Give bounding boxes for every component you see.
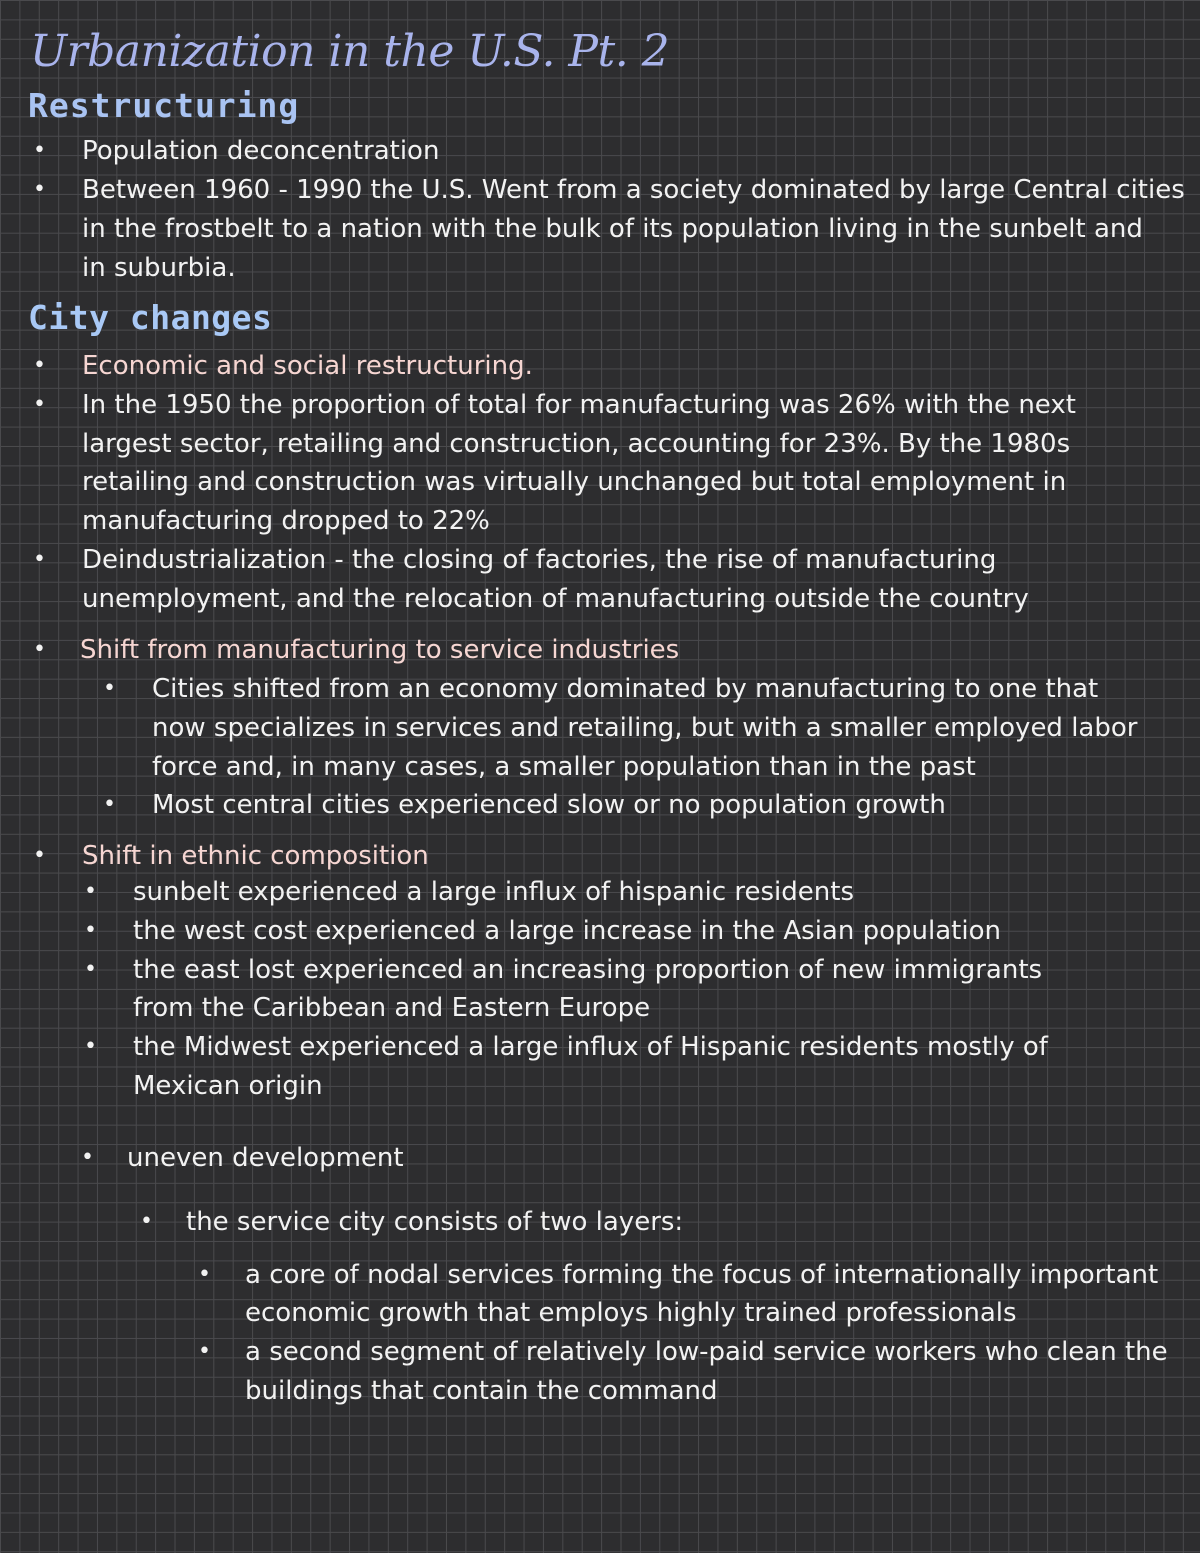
bullet-point: • bbox=[33, 637, 46, 662]
list-item-line: a core of nodal services forming the focus of internationally important bbox=[245, 1260, 1159, 1290]
list-item-line: manufacturing dropped to 22% bbox=[82, 506, 490, 536]
list-item-line: In the 1950 the proportion of total for manufacturing was 26% with the next bbox=[82, 390, 1076, 420]
subsection-label: Shift in ethnic composition bbox=[82, 841, 429, 871]
list-item-line: the Midwest experienced a large influx of Hispanic residents mostly of bbox=[133, 1032, 1048, 1062]
bullet-point: • bbox=[84, 957, 97, 982]
section-heading-city-changes: City changes bbox=[28, 298, 273, 337]
bullet-point: • bbox=[33, 392, 46, 417]
bullet-point: • bbox=[33, 177, 46, 202]
list-item-line: Between 1960 - 1990 the U.S. Went from a society dominated by large Central cities bbox=[82, 175, 1185, 205]
list-item-line: force and, in many cases, a smaller population than in the past bbox=[152, 752, 976, 782]
list-item-line: Cities shifted from an economy dominated by manufacturing to one that bbox=[152, 674, 1099, 704]
page-title: Urbanization in the U.S. Pt. 2 bbox=[30, 26, 670, 77]
bullet-point: • bbox=[103, 676, 116, 701]
list-item-line: Deindustrialization - the closing of factories, the rise of manufacturing bbox=[82, 545, 997, 575]
bullet-point: • bbox=[84, 1034, 97, 1059]
bullet-point: • bbox=[33, 138, 46, 163]
list-item-line: Economic and social restructuring. bbox=[82, 351, 533, 381]
bullet-point: • bbox=[84, 879, 97, 904]
list-item-line: retailing and construction was virtually unchanged but total employment in bbox=[82, 467, 1067, 497]
list-item-line: the east lost experienced an increasing proportion of new immigrants bbox=[133, 955, 1043, 985]
bullet-point: • bbox=[198, 1339, 211, 1364]
list-item-line: unemployment, and the relocation of manufacturing outside the country bbox=[82, 584, 1029, 614]
bullet-point: • bbox=[103, 792, 116, 817]
list-item-line: a second segment of relatively low-paid service workers who clean the bbox=[245, 1337, 1168, 1367]
bullet-point: • bbox=[81, 1145, 94, 1170]
bullet-point: • bbox=[33, 353, 46, 378]
list-item-line: buildings that contain the command bbox=[245, 1376, 718, 1406]
list-item-line: economic growth that employs highly trained professionals bbox=[245, 1298, 1017, 1328]
list-item-line: uneven development bbox=[127, 1143, 404, 1173]
bullet-point: • bbox=[33, 547, 46, 572]
subsection-label: Shift from manufacturing to service industries bbox=[80, 635, 680, 665]
list-item-line: in the frostbelt to a nation with the bulk of its population living in the sunbelt and bbox=[82, 214, 1143, 244]
list-item-line: Mexican origin bbox=[133, 1071, 323, 1101]
list-item-line: the west cost experienced a large increase in the Asian population bbox=[133, 916, 1001, 946]
list-item-line: largest sector, retailing and construction, accounting for 23%. By the 1980s bbox=[82, 429, 1071, 459]
list-item-line: now specializes in services and retailing, but with a smaller employed labor bbox=[152, 713, 1138, 743]
section-heading-restructuring: Restructuring bbox=[28, 86, 300, 125]
list-item-line: in suburbia. bbox=[82, 253, 236, 283]
list-item-line: Most central cities experienced slow or no population growth bbox=[152, 790, 946, 820]
list-item-line: from the Caribbean and Eastern Europe bbox=[133, 993, 651, 1023]
list-item-line: Population deconcentration bbox=[82, 136, 440, 166]
bullet-point: • bbox=[198, 1262, 211, 1287]
list-item-line: sunbelt experienced a large influx of hispanic residents bbox=[133, 877, 854, 907]
bullet-point: • bbox=[84, 918, 97, 943]
bullet-point: • bbox=[33, 843, 46, 868]
bullet-point: • bbox=[140, 1209, 153, 1234]
list-item-line: the service city consists of two layers: bbox=[186, 1207, 684, 1237]
